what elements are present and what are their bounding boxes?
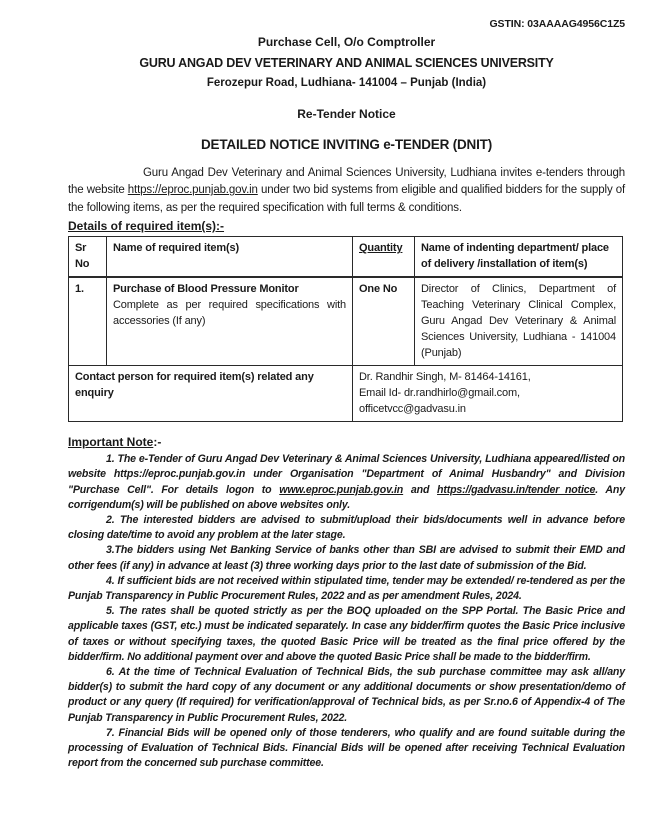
cell-quantity: One No [353,277,415,366]
items-table [68,236,623,422]
item-title: Purchase of Blood Pressure Monitor [113,283,299,296]
contact-email: Email Id- dr.randhirlo@gmail.com, [359,387,520,400]
intro-text-1: Guru Angad Dev Veterinary and Animal Sciences University, Ludhiana invites e-tenders through the website [68,167,625,197]
table-header-row [69,237,623,278]
university-name: GURU ANGAD DEV VETERINARY AND ANIMAL SCIENCES UNIVERSITY [139,56,554,70]
retender-notice-title: Re-Tender Notice [297,107,396,121]
item-row [69,277,623,366]
note-1-text-3: . Any corrigendum(s) will be published on above websites only. [68,483,625,511]
cell-item-name [107,277,353,366]
intro-text-2: under two bid systems from eligible and qualified bidders for the supply of the following items, as per the required specification with full terms & conditions. [68,184,625,214]
details-section-heading: Details of required item(s):- [68,219,225,234]
note-1-text-2: and [403,483,438,496]
contact-details [353,366,623,422]
note-5: 5. The rates shall be quoted strictly as per the BOQ uploaded on the SPP Portal. The Basic Price and applicable taxes (GST, etc.) must be indicated separately. In case any bidder/firm quotes the Basic Price inclusive of taxes or without specifying taxes, the quoted Basic Price will be treated as the final price offered by the bidder/firm. No additional payment over and above the quoted Basic Price shall be made to the bidder/firm. [68,605,625,663]
header-item-name: Name of required item(s) [107,237,353,278]
contact-row [69,366,623,422]
eproc-link[interactable]: www.eproc.punjab.gov.in [279,483,404,496]
important-note-heading: Important Note:- [68,435,162,450]
contact-email-2: officetvcc@gadvasu.in [359,403,466,416]
gadvasu-tender-notice-link[interactable]: https://gadvasu.in/tender_notice [437,483,596,496]
eproc-portal-link[interactable]: https://eproc.punjab.gov.in [127,184,258,197]
header-sr-no: Sr No [69,237,107,278]
office-title: Purchase Cell, O/o Comptroller [257,35,436,49]
university-address: Ferozepur Road, Ludhiana- 141004 – Punjab (India) [206,77,487,89]
contact-label: Contact person for required item(s) related any enquiry [69,366,353,422]
note-6: 6. At the time of Technical Evaluation of Technical Bids, the sub purchase committee may ask all/any bidder(s) to submit the hard copy of any document or any additional documents or show presentation/demo of product or any query (If required) for verification/approval of Technical bids, as per Sr.no.6 of Appendix-4 of The Punjab Transparency in Public Procurement Rules, 2022. [68,666,625,724]
gstin-label: GSTIN: 03AAAAG4956C1Z5 [489,18,625,30]
contact-phone: Dr. Randhir Singh, M- 81464-14161, [359,371,531,384]
intro-paragraph [68,165,625,217]
note-3: 3.The bidders using Net Banking Service of banks other than SBI are advised to submit their EMD and other fees (if any) in advance at least (3) three working days prior to the last date of submission of the Bid. [68,544,625,572]
cell-sr-no: 1. [69,277,107,366]
item-description: Complete as per required specifications with accessories (If any) [113,299,346,328]
note-4: 4. If sufficient bids are not received within stipulated time, tender may be extended/ re-tendered as per the Punjab Transparency in Public Procurement Rules, 2022 and as per amendment Rules, 2024. [68,574,625,603]
header-department: Name of indenting department/ place of delivery /installation of item(s) [415,237,623,278]
cell-department: Director of Clinics, Department of Teaching Veterinary Clinical Complex, Guru Angad Dev Veterinary & Animal Sciences University, Ludhiana - 141004 (Punjab) [415,277,623,366]
note-7: 7. Financial Bids will be opened only of those tenderers, who qualify and are found suitable during the processing of Evaluation of Technical Bids. Financial Bids will be opened after receiving Technical Evaluation report from the concerned sub purchase committee. [68,726,625,770]
note-2: 2. The interested bidders are advised to submit/upload their bids/documents well in advance before closing date/time to avoid any problem at the later stage. [68,514,625,542]
note-1-text-1: 1. The e-Tender of Guru Angad Dev Veterinary & Animal Sciences University, Ludhiana appeared/listed on website https://eproc.punjab.gov.in under Organisation "Department of Animal Husbandry" and Division "Purchase Cell". For details logon to [68,453,625,496]
note-1 [68,452,625,513]
important-notes-list [68,452,625,771]
dnit-title: DETAILED NOTICE INVITING e-TENDER (DNIT) [201,137,492,152]
header-quantity: Quantity [353,237,415,278]
